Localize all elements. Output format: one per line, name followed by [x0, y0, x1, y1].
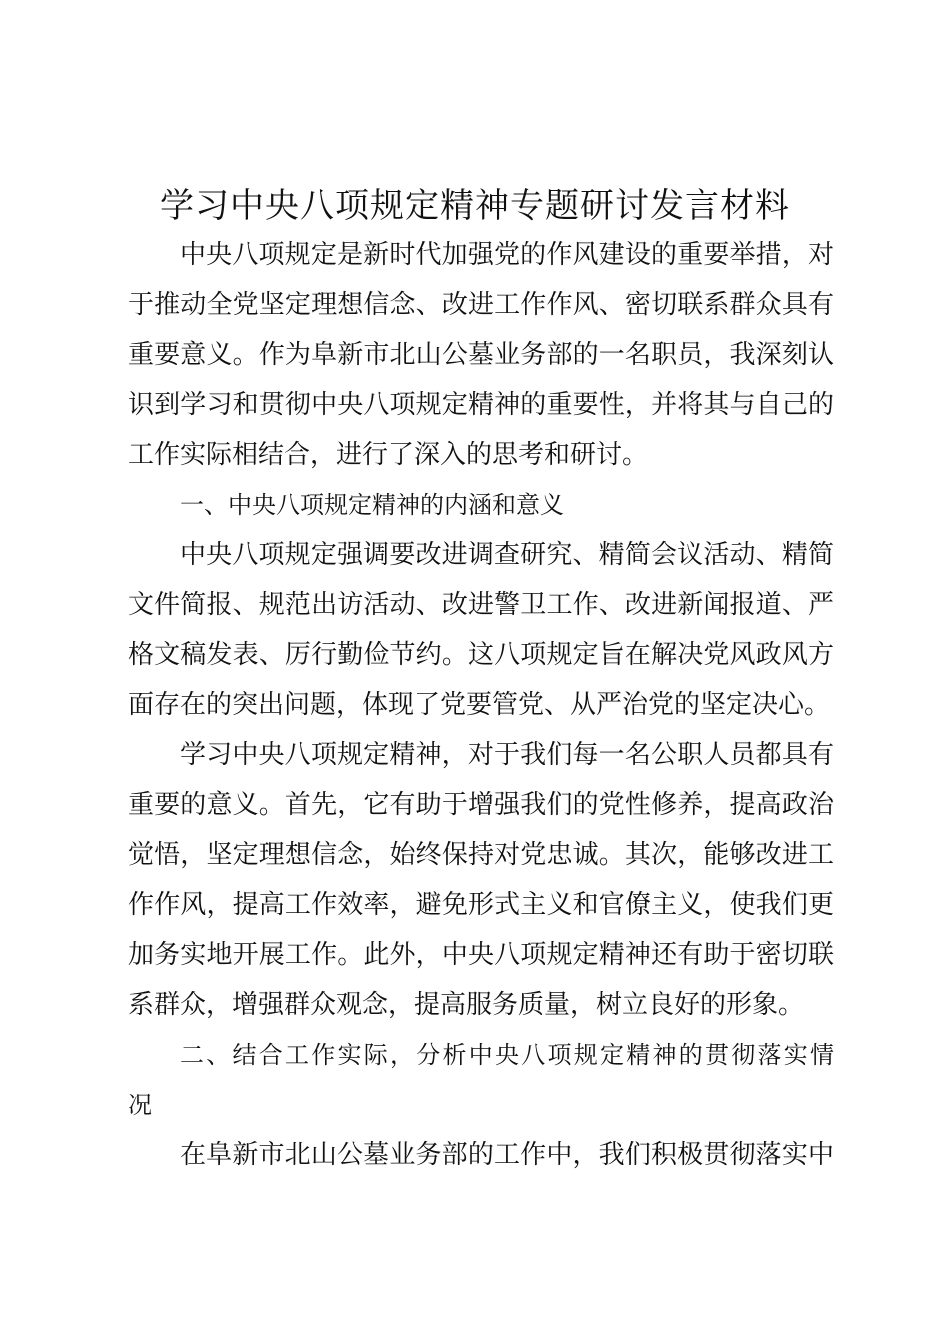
document-body: [128, 230, 834, 1180]
paragraph-intro: [128, 230, 834, 480]
paragraph-line: 识到学习和贯彻中央八项规定精神的重要性，并将其与自己的: [128, 390, 834, 420]
paragraph-line: 觉悟，坚定理想信念，始终保持对党忠诚。其次，能够改进工: [128, 840, 834, 870]
paragraph-line: 文件简报、规范出访活动、改进警卫工作、改进新闻报道、严: [128, 590, 834, 620]
document-title: 学习中央八项规定精神专题研讨发言材料: [160, 186, 790, 226]
section-heading-line: 二、结合工作实际，分析中央八项规定精神的贯彻落实情: [180, 1041, 834, 1069]
paragraph-line: 工作实际相结合，进行了深入的思考和研讨。: [128, 440, 649, 470]
section-heading-1: [128, 480, 834, 530]
paragraph-significance: [128, 730, 834, 1030]
paragraph-line: 中央八项规定是新时代加强党的作风建设的重要举措，对: [180, 240, 834, 270]
paragraph-line: 系群众，增强群众观念，提高服务质量，树立良好的形象。: [128, 990, 805, 1020]
paragraph-line: 面存在的突出问题，体现了党要管党、从严治党的坚定决心。: [128, 690, 831, 720]
paragraph-line: 于推动全党坚定理想信念、改进工作作风、密切联系群众具有: [128, 290, 834, 320]
paragraph-line: 重要意义。作为阜新市北山公墓业务部的一名职员，我深刻认: [128, 340, 834, 370]
paragraph-line: 中央八项规定强调要改进调查研究、精简会议活动、精简: [180, 540, 834, 570]
paragraph-line: 学习中央八项规定精神，对于我们每一名公职人员都具有: [180, 740, 834, 770]
paragraph-line: 重要的意义。首先，它有助于增强我们的党性修养，提高政治: [128, 790, 834, 820]
section-heading-line: 一、中央八项规定精神的内涵和意义: [180, 491, 564, 519]
paragraph-work-practice: [128, 1130, 834, 1180]
paragraph-regulations: [128, 530, 834, 730]
paragraph-line: 作作风，提高工作效率，避免形式主义和官僚主义，使我们更: [128, 890, 834, 920]
section-heading-line: 况: [128, 1091, 152, 1119]
paragraph-line: 在阜新市北山公墓业务部的工作中，我们积极贯彻落实中: [180, 1140, 834, 1170]
paragraph-line: 加务实地开展工作。此外，中央八项规定精神还有助于密切联: [128, 940, 834, 970]
paragraph-line: 格文稿发表、厉行勤俭节约。这八项规定旨在解决党风政风方: [128, 640, 834, 670]
section-heading-2: [128, 1030, 834, 1130]
